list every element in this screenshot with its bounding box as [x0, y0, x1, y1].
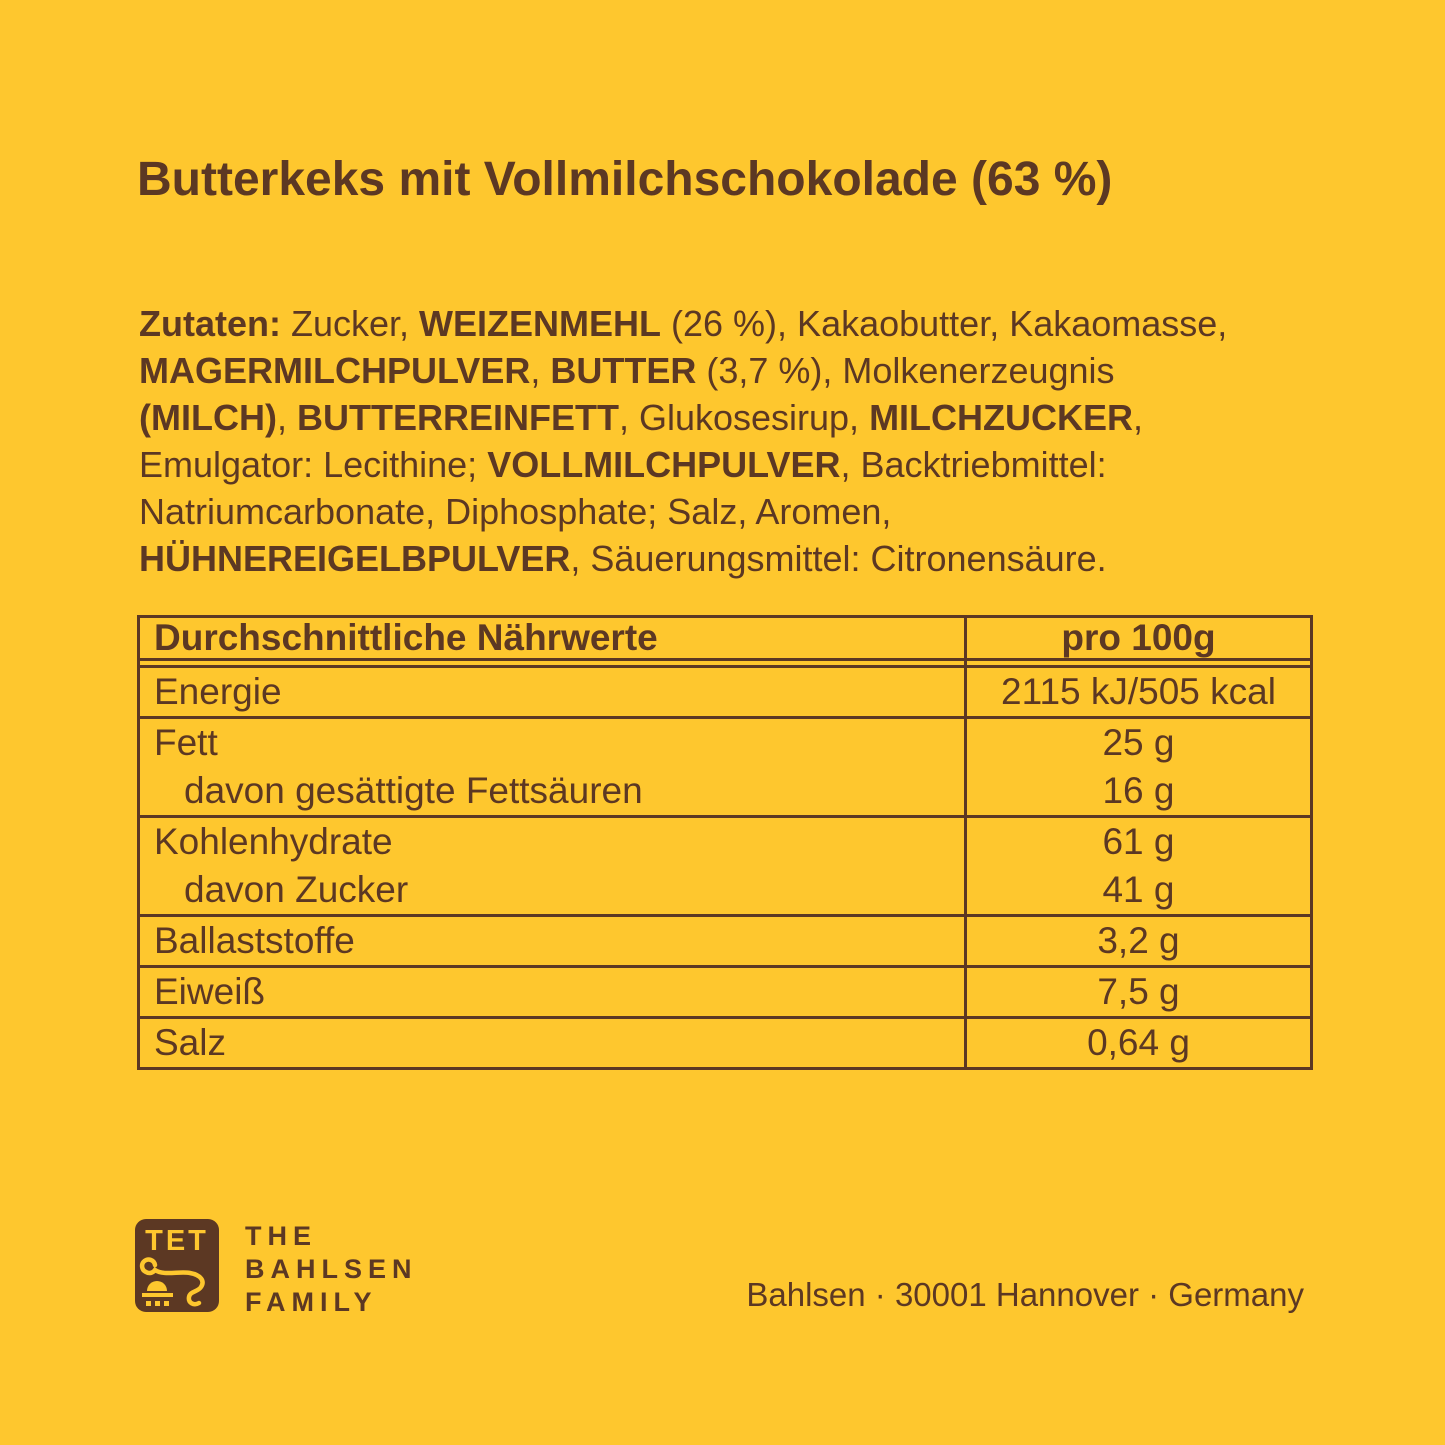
ingredient-allergen: BUTTER [550, 350, 697, 391]
nutrient-label-cell [140, 818, 967, 914]
nutrition-table-body [140, 668, 1310, 1067]
nutrient-label: Energie [154, 671, 282, 712]
ingredient-allergen: BUTTERREINFETT [296, 397, 619, 438]
nutrition-row [140, 968, 1310, 1019]
ingredient-line [139, 300, 1227, 347]
nutrient-value: 3,2 g [1097, 920, 1180, 961]
ingredient-line [139, 441, 1227, 488]
nutrition-table [137, 615, 1313, 1070]
ingredient-text: , Säuerungsmittel: Citronensäure. [570, 538, 1107, 579]
nutrient-value: 2115 kJ/505 kcal [1001, 671, 1276, 712]
ingredients-paragraph [139, 300, 1227, 582]
brand-line-the: THE [245, 1221, 317, 1251]
ingredient-line [139, 394, 1227, 441]
nutrition-row [140, 668, 1310, 719]
product-title: Butterkeks mit Vollmilchschokolade (63 %) [137, 153, 1113, 206]
nutrient-value-cell [967, 668, 1310, 716]
snake-hieroglyph-icon [135, 1255, 219, 1311]
ingredient-text: Natriumcarbonate, Diphosphate; Salz, Aromen, [139, 491, 892, 532]
nutrient-label: Salz [154, 1022, 226, 1063]
ingredient-text: , Backtriebmittel: [840, 444, 1107, 485]
nutrition-row [140, 818, 1310, 917]
nutrient-label: Eiweiß [154, 971, 266, 1012]
nutrition-header-value: pro 100g [967, 618, 1310, 661]
ingredient-allergen: HÜHNEREIGELBPULVER [139, 538, 571, 579]
nutrition-row [140, 719, 1310, 818]
ingredient-text: (3,7 %), Molkenerzeugnis [696, 350, 1115, 391]
ingredient-line [139, 347, 1227, 394]
nutrient-value: 16 g [1102, 770, 1175, 811]
nutrient-label: davon gesättigte Fettsäuren [184, 770, 643, 811]
nutrition-table-header-row [140, 618, 1310, 668]
nutrient-value-cell [967, 1019, 1310, 1067]
nutrient-label: Kohlenhydrate [154, 821, 393, 862]
nutrient-value: 25 g [1102, 722, 1175, 763]
ingredient-line [139, 535, 1227, 582]
nutrient-value: 41 g [1102, 869, 1175, 910]
tet-logo-text: TET [145, 1225, 209, 1257]
brand-line-family: FAMILY [245, 1287, 378, 1317]
nutrient-label: Ballaststoffe [154, 920, 355, 961]
ingredient-allergen: VOLLMILCHPULVER [487, 444, 841, 485]
ingredient-text: , [276, 397, 297, 438]
nutrient-label-cell [140, 1019, 967, 1067]
ingredient-line [139, 488, 1227, 535]
nutrient-value-cell [967, 917, 1310, 965]
ingredient-text: (26 %), Kakaobutter, Kakaomasse, [661, 303, 1228, 344]
nutrient-label-cell [140, 917, 967, 965]
nutrition-row [140, 1019, 1310, 1067]
nutrient-value-cell [967, 719, 1310, 815]
nutrient-label: davon Zucker [184, 869, 409, 910]
ingredient-allergen: Zutaten: [139, 303, 281, 344]
nutrition-row [140, 917, 1310, 968]
ingredient-text: Emulgator: Lecithine; [139, 444, 488, 485]
ingredient-text: , [530, 350, 551, 391]
manufacturer-address: Bahlsen · 30001 Hannover · Germany [746, 1276, 1304, 1313]
ingredient-allergen: MILCHZUCKER [869, 397, 1134, 438]
nutrition-header-label-cell [140, 618, 967, 665]
ingredient-text: , [1133, 397, 1144, 438]
nutrient-label: Fett [154, 722, 218, 763]
brand-wordmark [245, 1220, 418, 1319]
nutrition-header-label: Durchschnittliche Nährwerte [140, 618, 964, 661]
nutrient-label-cell [140, 668, 967, 716]
nutrient-value: 0,64 g [1087, 1022, 1190, 1063]
tet-logo-badge [135, 1219, 219, 1312]
nutrition-header-value-cell [967, 618, 1310, 665]
ingredient-allergen: (MILCH) [139, 397, 277, 438]
nutrient-value: 7,5 g [1097, 971, 1180, 1012]
nutrient-value-cell [967, 818, 1310, 914]
nutrient-label-cell [140, 968, 967, 1016]
ingredient-text: , Glukosesirup, [618, 397, 870, 438]
ingredient-allergen: MAGERMILCHPULVER [139, 350, 531, 391]
nutrient-value-cell [967, 968, 1310, 1016]
nutrient-value: 61 g [1102, 821, 1175, 862]
ingredient-text: Zucker, [280, 303, 420, 344]
nutrient-label-cell [140, 719, 967, 815]
brand-line-bahlsen: BAHLSEN [245, 1254, 418, 1284]
ingredient-allergen: WEIZENMEHL [419, 303, 662, 344]
